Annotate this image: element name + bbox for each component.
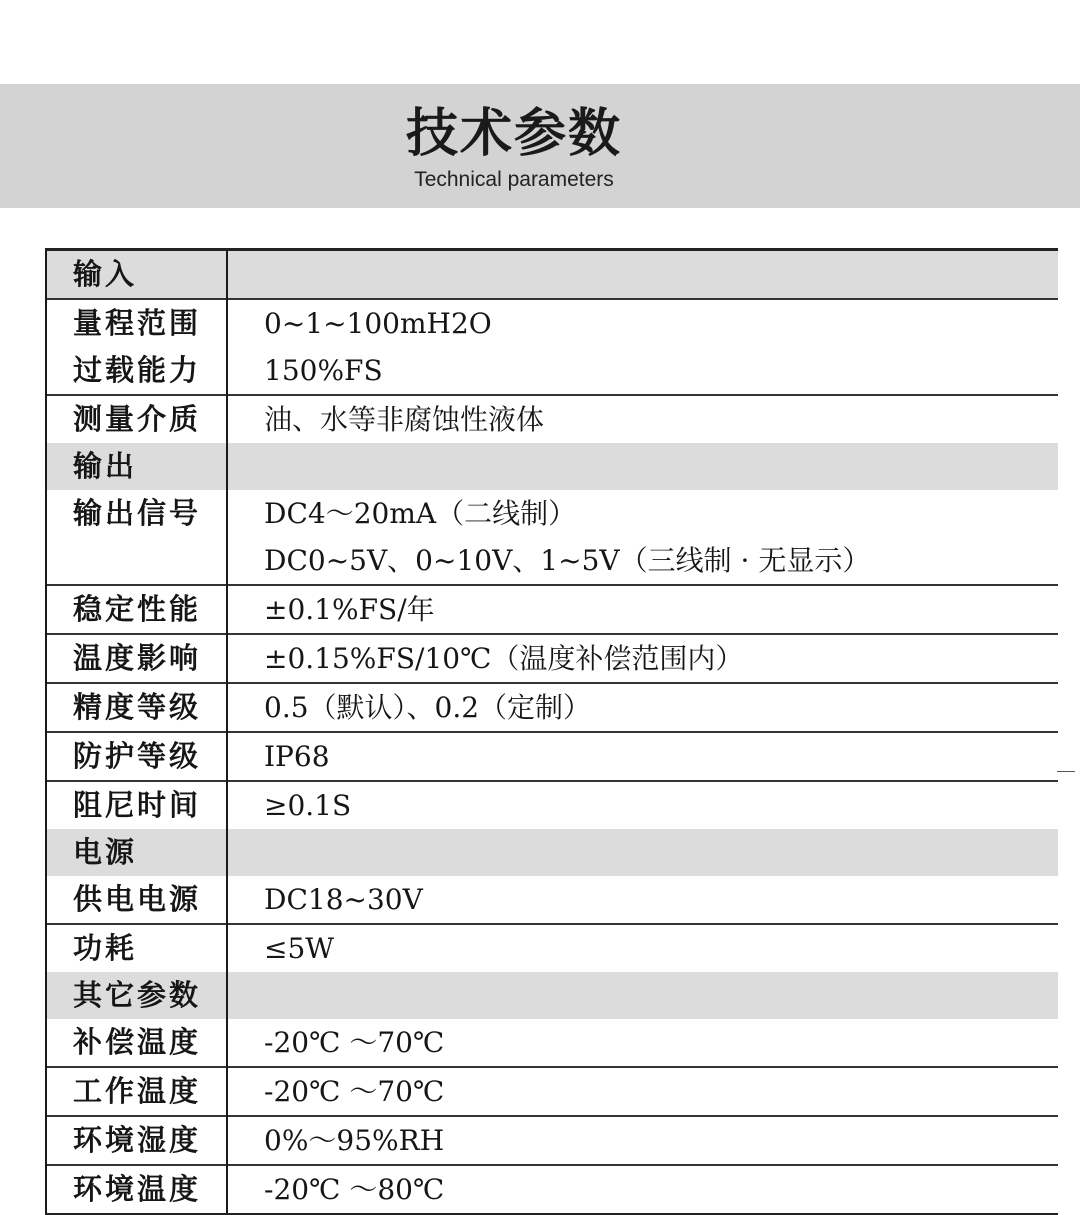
row-label: 输出信号 bbox=[73, 496, 202, 530]
section-label: 输入 bbox=[46, 250, 227, 300]
row-label: 阻尼时间 bbox=[46, 781, 227, 829]
row-value: 0%～95%RH bbox=[227, 1116, 1058, 1165]
table-row-temp-effect bbox=[46, 634, 1058, 683]
table-row-medium bbox=[46, 395, 1058, 443]
row-label: 功耗 bbox=[46, 924, 227, 972]
table-row-stability bbox=[46, 585, 1058, 634]
row-value: DC0~5V、0~10V、1~5V（三线制 · 无显示） bbox=[264, 544, 871, 577]
row-value: ≥0.1S bbox=[227, 781, 1058, 829]
row-label: 防护等级 bbox=[46, 732, 227, 781]
row-label: 温度影响 bbox=[46, 634, 227, 683]
table-row-range-overload bbox=[46, 299, 1058, 395]
row-value: 0.5（默认）、0.2（定制） bbox=[227, 683, 1058, 732]
section-row-output bbox=[46, 443, 1058, 490]
table-row-env-temp bbox=[46, 1165, 1058, 1214]
table-row-comp-temp bbox=[46, 1019, 1058, 1067]
row-value: DC18~30V bbox=[264, 883, 423, 916]
spec-table-container bbox=[45, 248, 1057, 1206]
row-label: 精度等级 bbox=[46, 683, 227, 732]
row-value: 0~1~100mH2O bbox=[264, 307, 492, 340]
page-title: 技术参数 bbox=[405, 104, 622, 164]
row-label: 工作温度 bbox=[46, 1067, 227, 1116]
section-label: 电源 bbox=[46, 829, 227, 876]
row-label: 过载能力 bbox=[73, 353, 202, 387]
section-row-power bbox=[46, 829, 1058, 876]
table-row-consumption bbox=[46, 924, 1058, 972]
section-row-other bbox=[46, 972, 1058, 1019]
row-value: DC4～20mA（二线制） bbox=[264, 497, 577, 530]
table-row-supply bbox=[46, 876, 1058, 924]
row-value: 150%FS bbox=[264, 354, 383, 387]
section-label: 其它参数 bbox=[46, 972, 227, 1019]
table-row-work-temp bbox=[46, 1067, 1058, 1116]
row-label: 环境温度 bbox=[46, 1165, 227, 1214]
table-row-signal bbox=[46, 490, 1058, 585]
row-value: ≤5W bbox=[227, 924, 1058, 972]
table-row-protection bbox=[46, 732, 1058, 781]
table-row-accuracy bbox=[46, 683, 1058, 732]
row-value: -20℃ ～70℃ bbox=[227, 1067, 1058, 1116]
row-label: 稳定性能 bbox=[46, 585, 227, 634]
table-row-env-humidity bbox=[46, 1116, 1058, 1165]
row-value: -20℃ ～80℃ bbox=[227, 1165, 1058, 1214]
row-label: 供电电源 bbox=[46, 876, 227, 924]
row-label: 环境湿度 bbox=[46, 1116, 227, 1165]
row-value: IP68 bbox=[227, 732, 1058, 781]
row-value: -20℃ ～70℃ bbox=[264, 1026, 445, 1059]
spec-table bbox=[45, 248, 1058, 1215]
section-row-input bbox=[46, 250, 1058, 300]
row-value: ±0.15%FS/10℃（温度补偿范围内） bbox=[227, 634, 1058, 683]
row-value: ±0.1%FS/年 bbox=[227, 585, 1058, 634]
row-label: 量程范围 bbox=[73, 306, 202, 340]
divider bbox=[1057, 771, 1075, 772]
section-label: 输出 bbox=[46, 443, 227, 490]
table-row-damping bbox=[46, 781, 1058, 829]
row-value: 油、水等非腐蚀性液体 bbox=[227, 395, 1058, 443]
row-label: 测量介质 bbox=[46, 395, 227, 443]
row-label: 补偿温度 bbox=[46, 1019, 227, 1067]
page-subtitle: Technical parameters bbox=[414, 168, 614, 191]
